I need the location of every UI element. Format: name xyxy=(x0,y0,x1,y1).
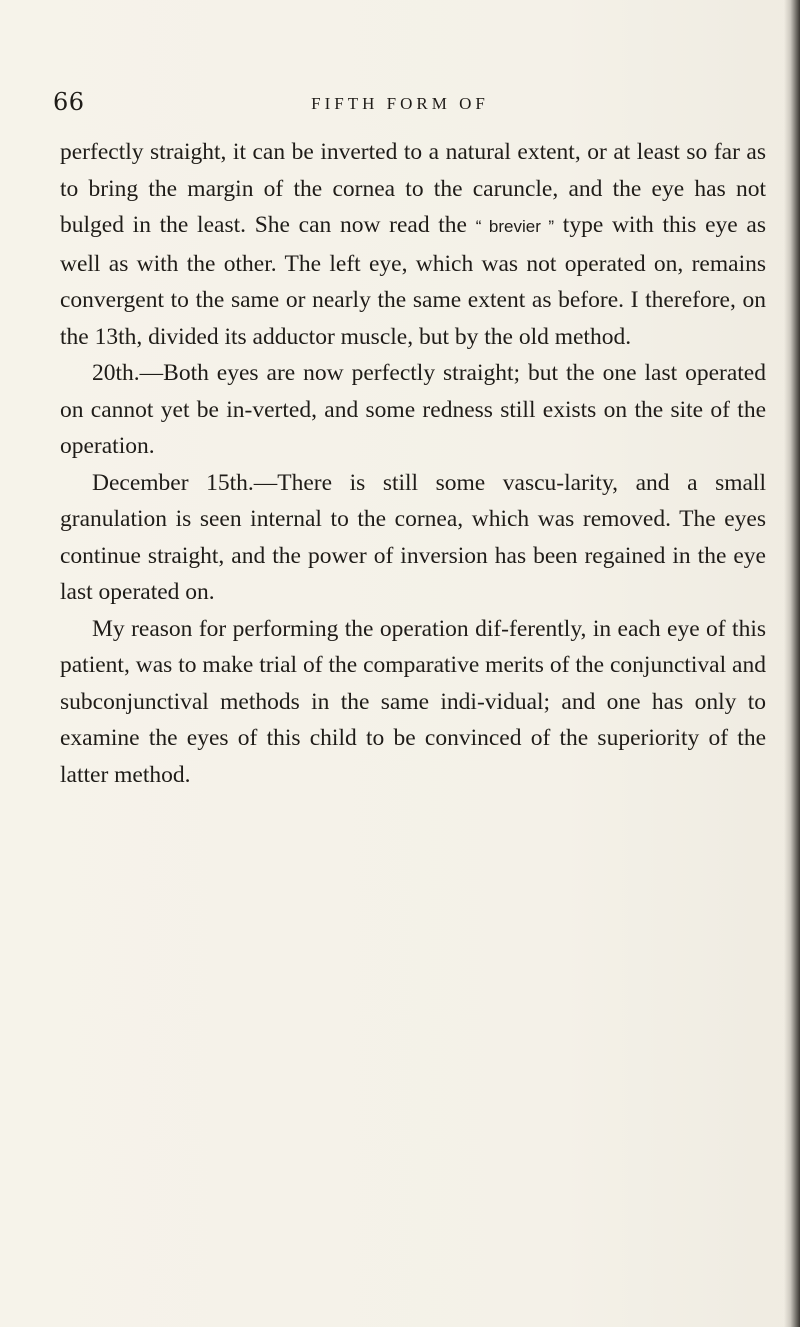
paragraph-1 xyxy=(60,134,766,355)
running-head: FIFTH FORM OF xyxy=(311,94,489,113)
brevier-term: “ brevier ” xyxy=(475,217,555,236)
paragraph-4: My reason for performing the operation dif-ferently, in each eye of this patient, was to make trial of the comparative merits of the conjunctival and subconjunctival methods in the same indi-vidual; and one has only to examine the eyes of this child to be convinced of the superiority of the latter method. xyxy=(60,615,766,788)
paragraph-1-text-a: perfectly straight, it can be inverted to a natural extent, or at least so far as to bring the margin of the cornea to the caruncle, and the eye has not bulged in the least. She can now read the xyxy=(60,139,766,238)
body-text xyxy=(60,134,766,793)
paragraph-1-text-b: type with this eye as well as with the other. The left eye, which was not operated on, remains convergent to the same or nearly the same extent as before. I therefore, on the 13th, divided its adductor muscle, but by the old method. xyxy=(60,212,766,350)
paragraph-3: December 15th.—There is still some vascu-larity, and a small granulation is seen internal to the cornea, which was removed. The eyes continue straight, and the power of inversion has been regained in the eye last operated on. xyxy=(60,469,766,605)
paragraph-2: 20th.—Both eyes are now perfectly straight; but the one last operated on cannot yet be in-verted, and some redness still exists on the site of the operation. xyxy=(60,360,766,459)
page-number: 66 xyxy=(53,88,85,116)
page-gutter-shadow xyxy=(784,0,800,1327)
